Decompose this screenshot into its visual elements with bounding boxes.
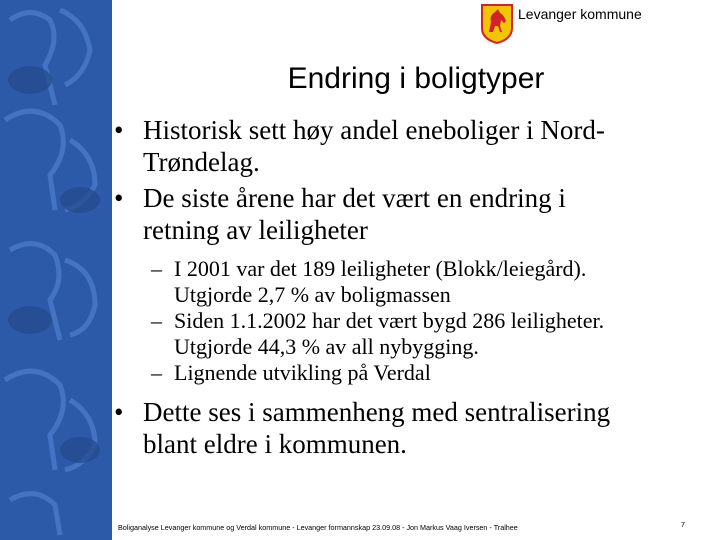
dash-marker: –: [151, 360, 162, 385]
org-name: Levanger kommune: [518, 6, 642, 22]
sub-bullet-list: [114, 256, 716, 386]
bullet-item: [114, 182, 716, 246]
sub-bullet-text-line: Utgjorde 2,7 % av boligmassen: [174, 282, 451, 307]
sub-bullet-text-line: Siden 1.1.2002 har det vært bygd 286 leiligheter.: [174, 308, 605, 333]
slide-title: Endring i boligtyper: [287, 62, 545, 95]
bullet-marker: •: [114, 397, 124, 427]
bullet-text-line: Trøndelag.: [143, 147, 260, 177]
bullet-item: [114, 114, 716, 178]
page-number: 7: [681, 520, 685, 529]
bullet-text-line: Dette ses i sammenheng med sentralisering: [143, 397, 611, 427]
sub-bullet-text-line: Utgjorde 44,3 % av all nybygging.: [174, 334, 479, 359]
bullet-text-line: blant eldre i kommunen.: [143, 429, 407, 459]
bullet-item: [114, 396, 716, 460]
horse-shield-logo-icon: [479, 2, 515, 46]
sub-bullet-text-line: Lignende utvikling på Verdal: [174, 360, 431, 385]
sub-bullet-text-line: I 2001 var det 189 leiligheter (Blokk/leiegård).: [174, 256, 587, 281]
bullet-text-line: Historisk sett høy andel eneboliger i Nord-: [143, 115, 605, 145]
dash-marker: –: [151, 308, 162, 333]
bullet-marker: •: [114, 115, 124, 145]
sub-bullet-item: [114, 256, 716, 308]
sub-bullet-item: [114, 360, 716, 386]
slide-content: [114, 114, 716, 464]
bullet-marker: •: [114, 183, 124, 213]
bullet-text-line: retning av leiligheter: [143, 215, 368, 245]
horse-pattern-icon: [0, 0, 112, 540]
header-logo-area: [479, 2, 642, 46]
dash-marker: –: [151, 256, 162, 281]
bullet-text-line: De siste årene har det vært en endring i: [143, 183, 566, 213]
sub-bullet-item: [114, 308, 716, 360]
footer-text: Boliganalyse Levanger kommune og Verdal kommune - Levanger formannskap 23.09.08 - Jon Markus Vaag Iversen - Tralhee: [118, 523, 518, 532]
decorative-sidebar: [0, 0, 112, 540]
slide-footer: [118, 520, 716, 532]
